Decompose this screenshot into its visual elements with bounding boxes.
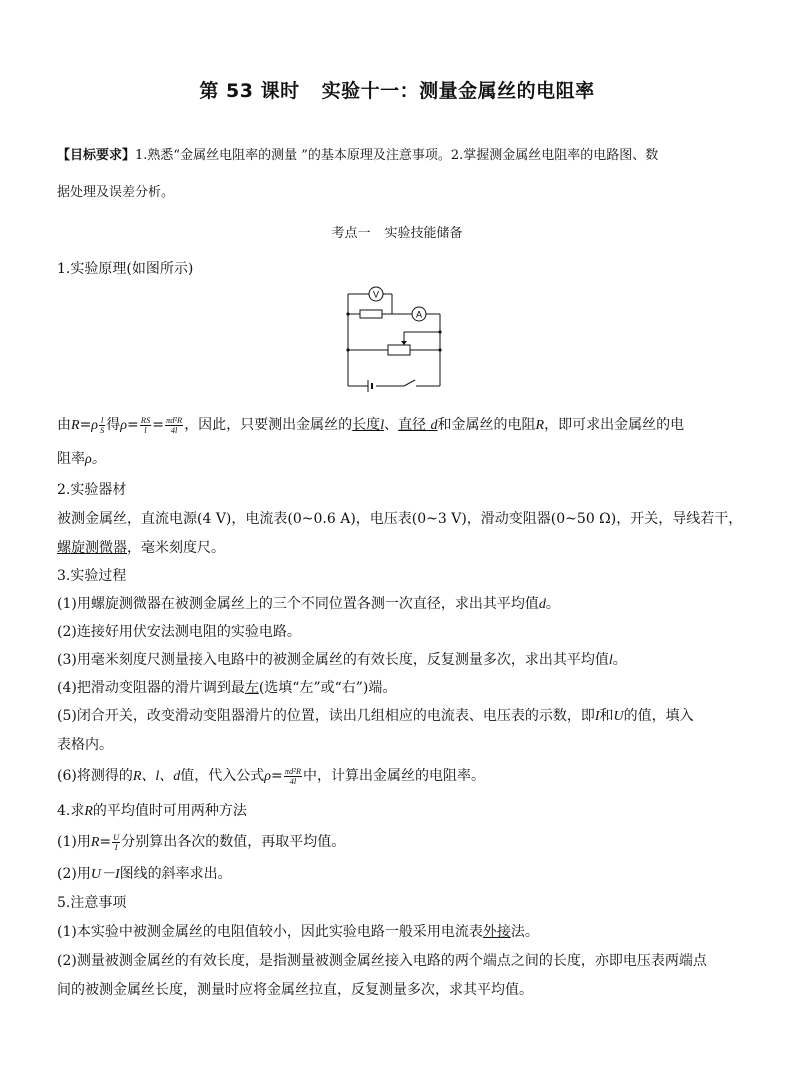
s4-method-1: (1)用R= $\frac{U}{I}$ 分别算出各次的数值，再取平均值。 [57,831,346,852]
s3-heading: 3.实验过程 [57,568,127,584]
goal-label: 【目标要求】 [57,148,136,163]
resistor-wire [360,310,382,318]
junction-dot [346,312,349,315]
s3-step-3: (3)用毫米刻度尺测量接入电路中的被测金属丝的有效长度，反复测量多次，求出其平均值l。 [57,652,627,668]
s4-heading: 4.求R的平均值时可用两种方法 [57,803,247,819]
s1-formula-line-2: 阻率ρ。 [57,451,106,467]
goal-paragraph [57,141,747,207]
s5-note-1: (1)本实验中被测金属丝的电阻值较小，因此实验电路一般采用电流表外接法。 [57,924,539,940]
s2-line-2: 螺旋测微器，毫米刻度尺。 [57,540,225,556]
lesson-topic: 实验十一：测量金属丝的电阻率 [321,80,595,102]
s2-line-1: 被测金属丝，直流电源(4 V)，电流表(0~0.6 A)，电压表(0~3 V)，滑动变阻器(0~50 Ω)，开关，导线若干， [57,511,743,527]
section-title: 实验技能储备 [384,226,463,241]
s5-note-2-cont: 间的被测金属丝长度，测量时应将金属丝拉直，反复测量多次，求其平均值。 [57,982,533,998]
s1-formula-line: 由R=ρ $\frac{l}{S}$ 得ρ= $\frac{RS}{l}$ = $\frac{\text{πd²R}}{4l}$ ，因此，只要测出金属丝的长度l、直径 d和金属丝的电阻R，即可求出金属丝的电 [57,414,685,435]
goal-text-2: 据处理及误差分析。 [57,185,175,200]
s3-step-6: (6)将测得的R、l、d值，代入公式ρ= $\frac{\text{πd²R}}{4l}$ 中，计算出金属丝的电阻率。 [57,765,486,786]
s3-step-5: (5)闭合开关，改变滑动变阻器滑片的位置，读出几组相应的电流表、电压表的示数，即I和U的值，填入 [57,708,694,724]
junction-dot [346,348,349,351]
s3-step-5-cont: 表格内。 [57,737,113,753]
section-heading [0,222,794,241]
lesson-number: 第 53 课时 [199,80,300,102]
s3-step-2: (2)连接好用伏安法测电阻的实验电路。 [57,624,301,640]
s5-heading: 5.注意事项 [57,895,127,911]
voltmeter-label: V [372,289,380,300]
s3-step-1: (1)用螺旋测微器在被测金属丝上的三个不同位置各测一次直径，求出其平均值d。 [57,596,560,612]
switch-blade [404,380,415,386]
junction-dot [438,348,441,351]
junction-dot [438,330,441,333]
s4-method-2: (2)用U－I图线的斜率求出。 [57,866,232,882]
circuit-diagram [344,286,450,392]
s2-heading: 2.实验器材 [57,482,127,498]
s5-note-2: (2)测量被测金属丝的有效长度，是指测量被测金属丝接入电路的两个端点之间的长度，亦即电压表两端点 [57,953,707,969]
page-title [0,76,794,103]
s1-heading: 1.实验原理(如图所示) [57,261,194,277]
slider-arrow [401,341,407,345]
goal-text-1: 1.熟悉“金属丝电阻率的测量 ”的基本原理及注意事项。2.掌握测金属丝电阻率的电路图、数 [135,148,659,163]
rheostat [388,345,410,355]
ammeter-label: A [415,309,423,320]
section-label: 考点一 [331,226,371,241]
s3-step-4: (4)把滑动变阻器的滑片调到最左(选填“左”或“右”)端。 [57,680,397,696]
